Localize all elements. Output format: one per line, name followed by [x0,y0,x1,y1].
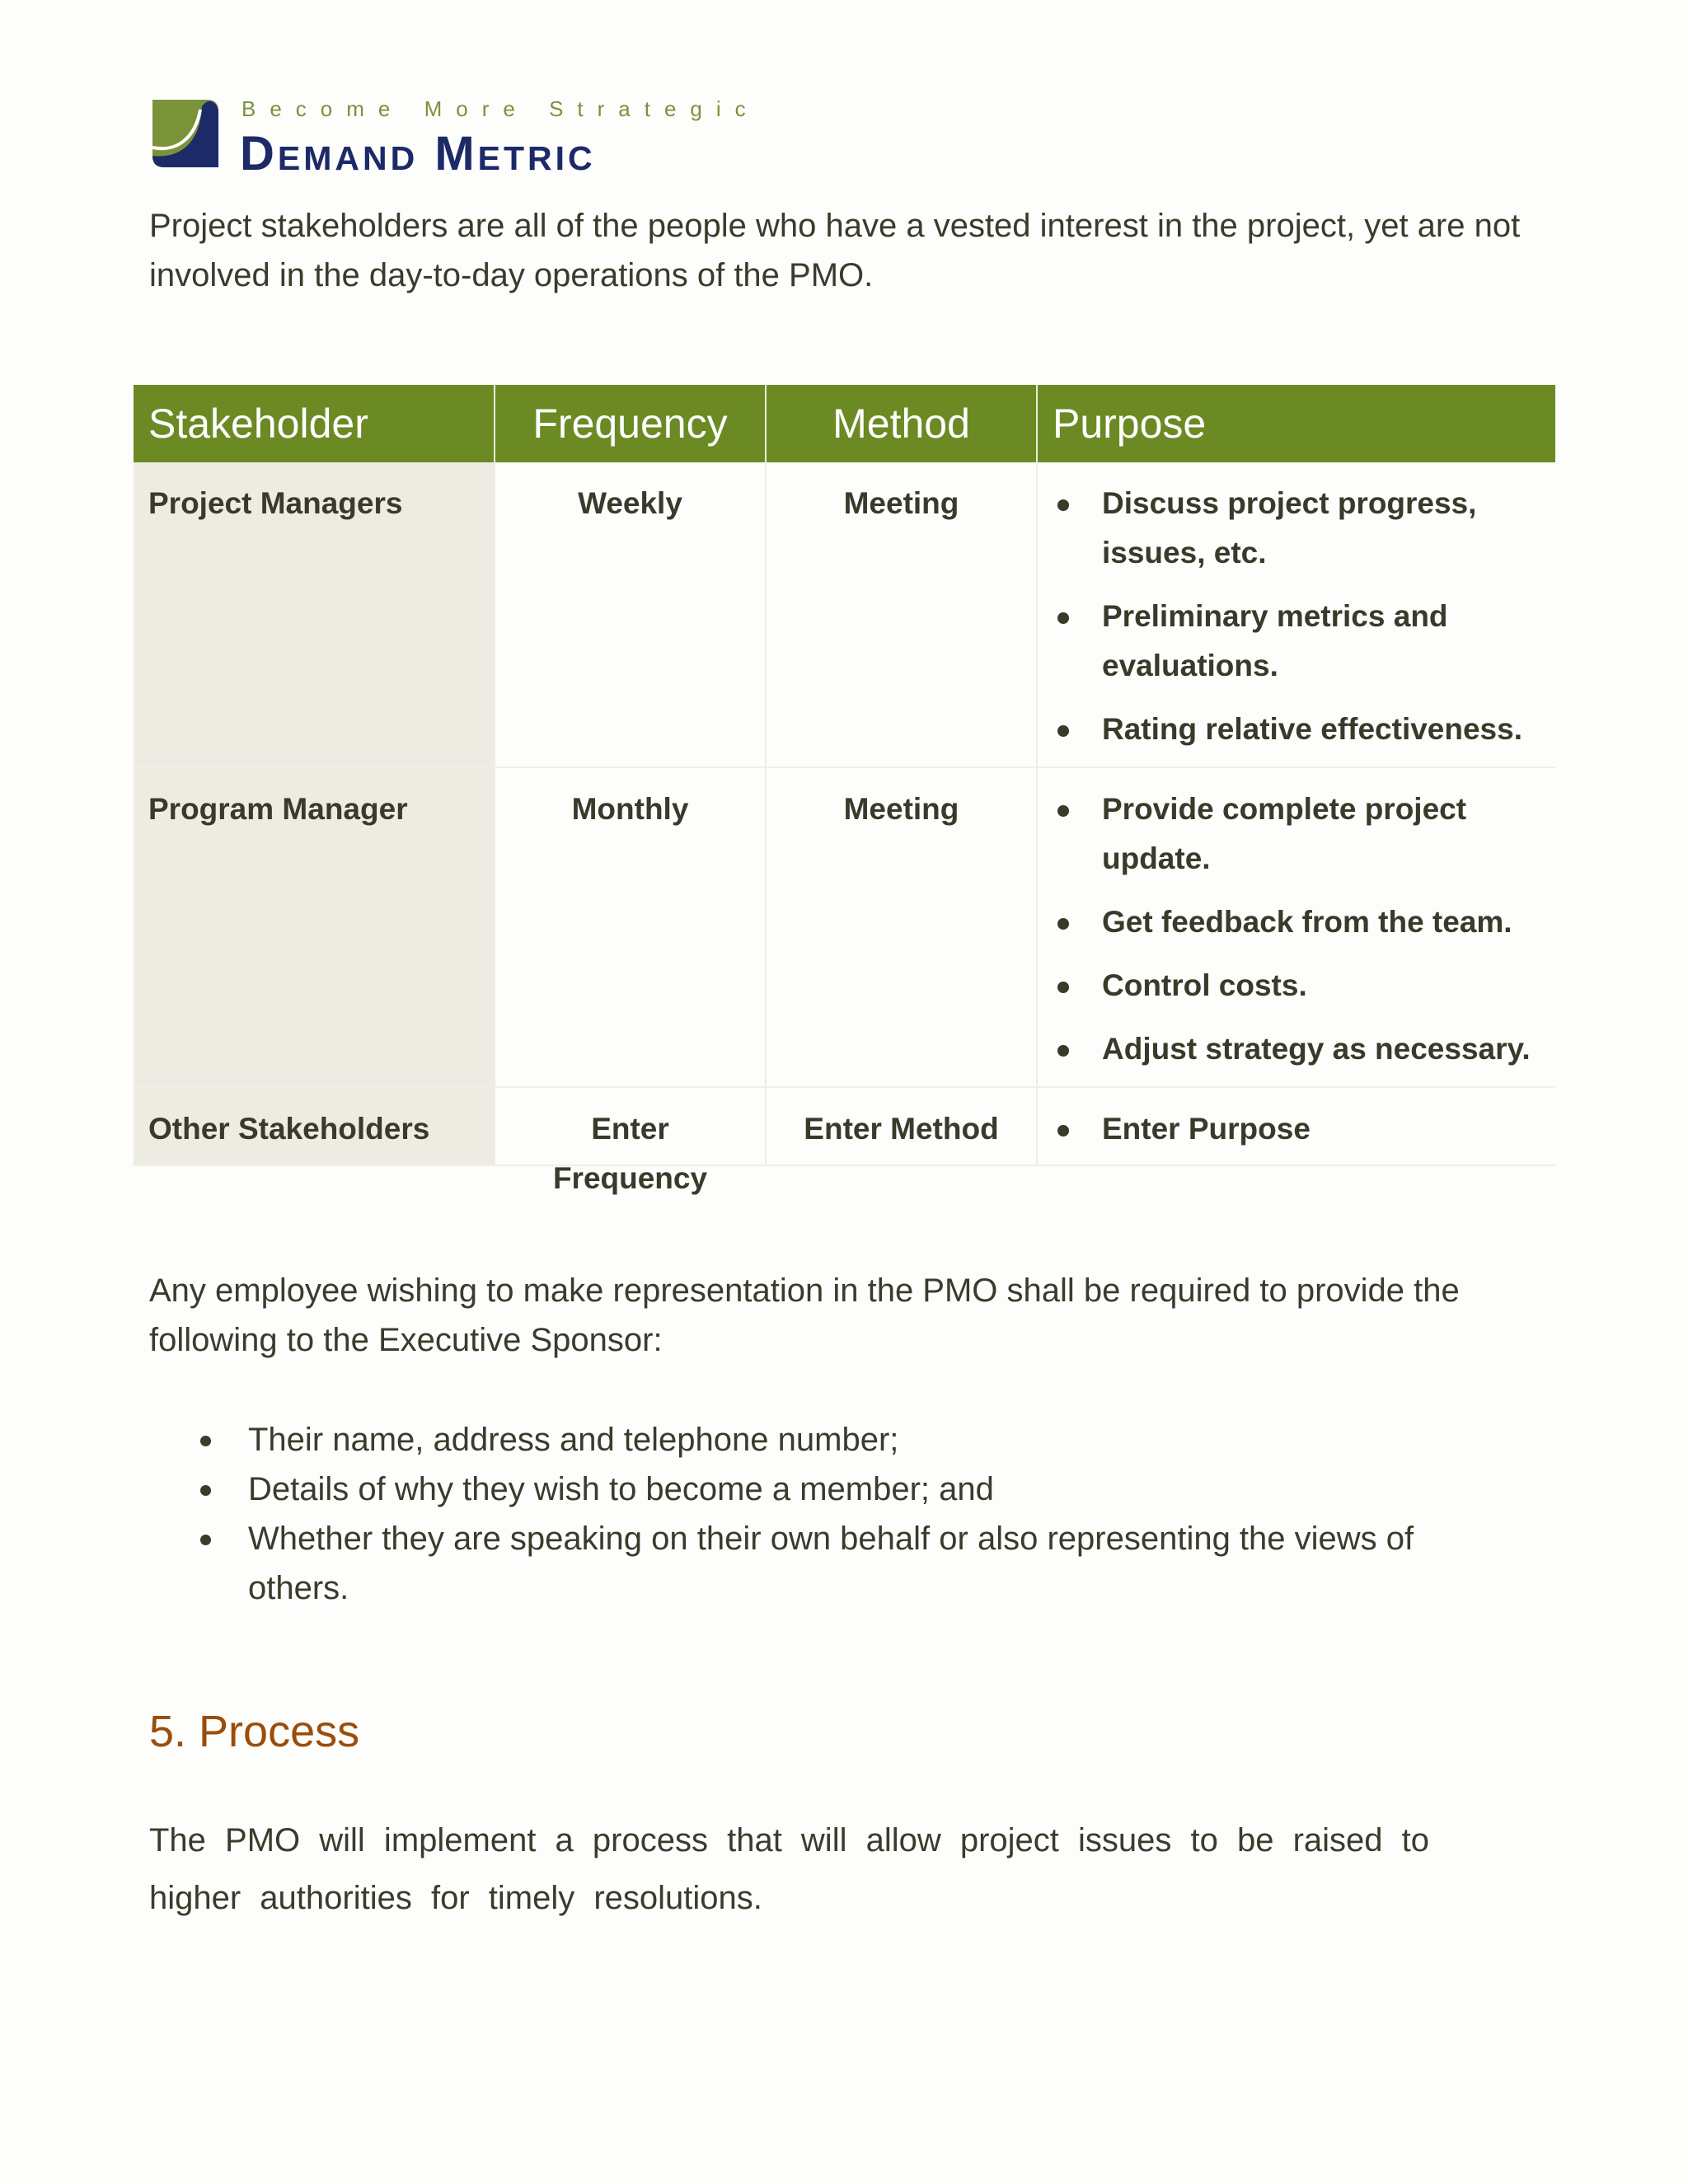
purpose-item: Preliminary metrics and evaluations. [1053,592,1540,691]
purpose-cell [1038,462,1555,766]
demand-metric-logo [149,96,792,180]
purpose-cell [1038,768,1555,1086]
purpose-item: Control costs. [1053,961,1540,1010]
purpose-item: Get feedback from the team. [1053,898,1540,947]
purpose-item: Rating relative effectiveness. [1053,705,1540,754]
header-method: Method [767,385,1038,462]
list-item: Their name, address and telephone number; [149,1415,1517,1465]
stakeholder-table [134,385,1555,1195]
table-header-row [134,385,1555,462]
method-cell: Meeting [767,768,1038,1086]
stakeholder-cell: Program Manager [134,768,495,1086]
purpose-list [1053,1104,1540,1154]
process-paragraph: The PMO will implement a process that will allow project issues to be raised to higher authorities for timely resolutions. [149,1822,1429,1916]
header-stakeholder: Stakeholder [134,385,495,462]
purpose-item: Provide complete project update. [1053,785,1540,883]
method-cell: Meeting [767,462,1038,766]
stakeholder-cell: Project Managers [134,462,495,766]
frequency-cell: Weekly [495,462,767,766]
list-item: Details of why they wish to become a member; and [149,1465,1517,1514]
purpose-item: Enter Purpose [1053,1104,1540,1154]
method-cell: Enter Method [767,1088,1038,1165]
frequency-cell: Monthly [495,768,767,1086]
logo-mark-icon [149,98,220,171]
frequency-cell: Enter Frequency [495,1088,767,1165]
logo-brand-name: Demand Metric [240,127,596,180]
purpose-item: Adjust strategy as necessary. [1053,1024,1540,1074]
table-row [134,1088,1555,1195]
logo-tagline: Become More Strategic [241,96,760,121]
header-frequency: Frequency [495,385,767,462]
section-heading: 5. Process [149,1707,360,1756]
list-item: Whether they are speaking on their own behalf or also representing the views of others. [149,1514,1517,1613]
representation-paragraph: Any employee wishing to make representation in the PMO shall be required to provide the following to the Executive Sponsor: [149,1272,1460,1358]
representation-list [149,1415,1517,1613]
header-purpose: Purpose [1053,401,1207,447]
purpose-list [1053,785,1540,1074]
table-row [134,462,1555,768]
table-row [134,768,1555,1088]
intro-paragraph: Project stakeholders are all of the people who have a vested interest in the project, yet are not involved in the day-to-day operations of the PMO. [149,208,1521,293]
purpose-list [1053,479,1540,754]
stakeholder-cell: Other Stakeholders [134,1088,495,1165]
purpose-cell [1038,1088,1555,1165]
purpose-item: Discuss project progress, issues, etc. [1053,479,1540,578]
